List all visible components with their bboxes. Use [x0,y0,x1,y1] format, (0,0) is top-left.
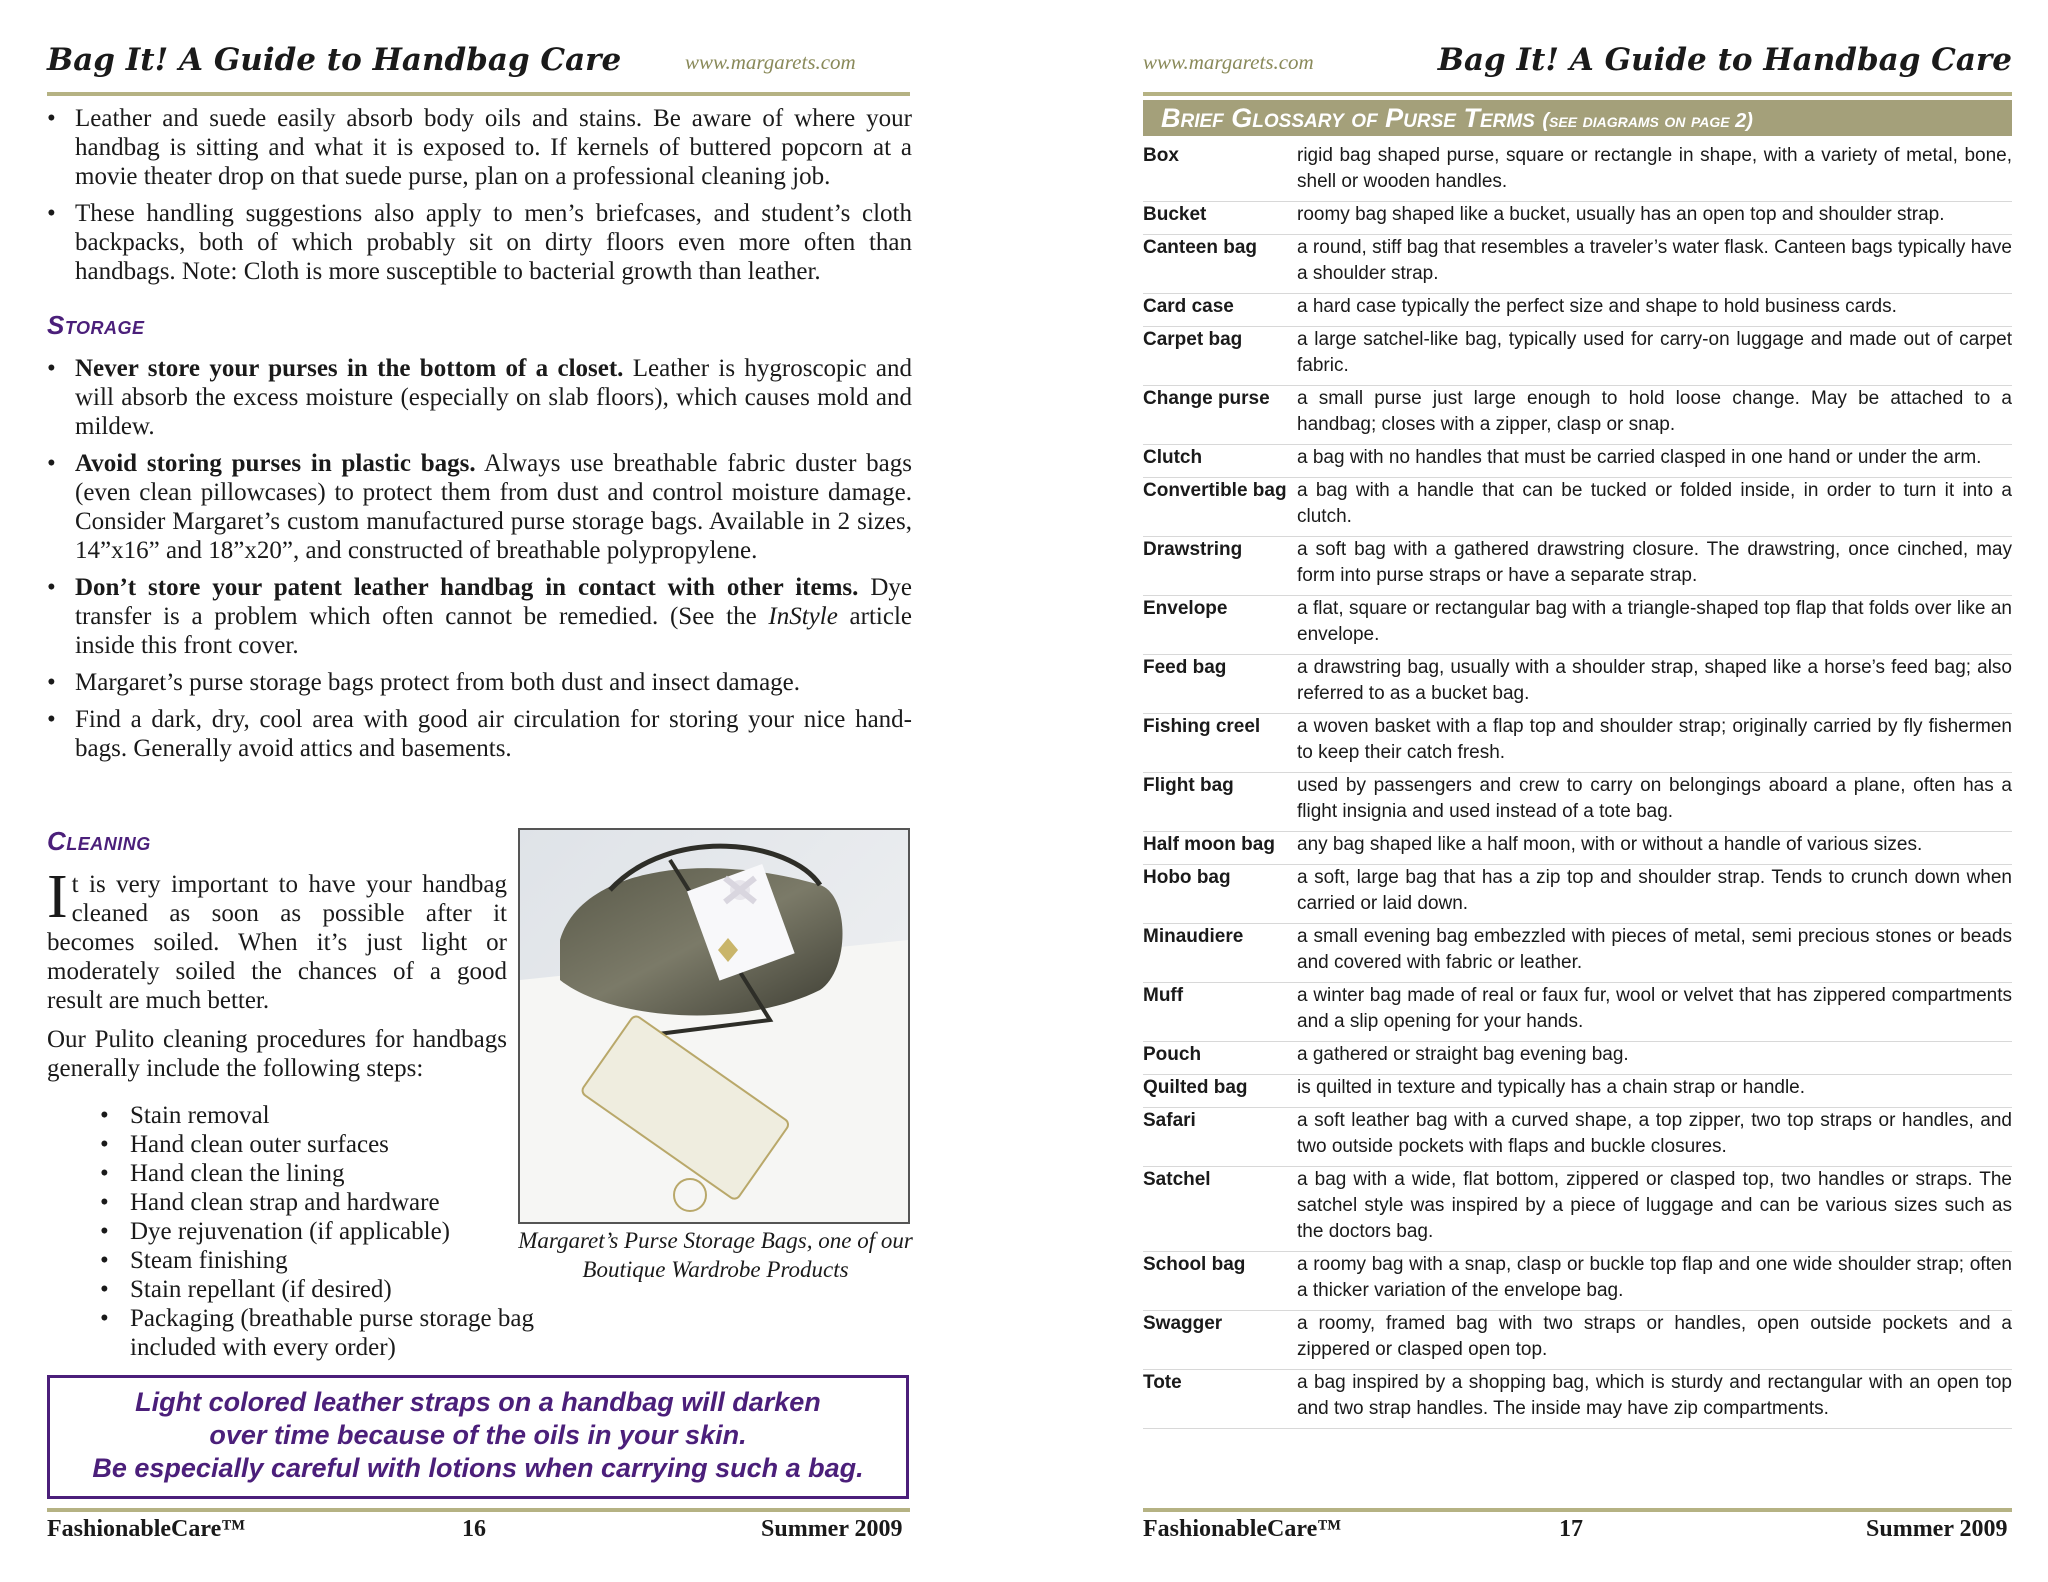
table-row [1143,327,2012,386]
list-item: • Stain repellant (if desired) [100,1275,600,1304]
glossary-term: Safari [1143,1110,1196,1131]
glossary-term: Minaudiere [1143,926,1244,947]
page-number: 17 [1559,1516,1583,1542]
glossary-definition: a roomy bag with a snap, clasp or buckle top flap and one wide shoulder strap; often a thicker variation of the envelope bag. [1297,1254,2012,1301]
page-title: Bag It! A Guide to Handbag Care [1437,42,2012,78]
section-heading-cleaning: Cleaning [47,826,151,856]
purse-storage-bag-photo [518,828,910,1224]
glossary-term: School bag [1143,1254,1246,1275]
list-item: • Packaging (breathable purse storage bag included with every order) [100,1304,600,1362]
glossary-term: Tote [1143,1372,1182,1393]
cleaning-paragraph-1 [47,863,507,1015]
footer-issue: Summer 2009 [1866,1516,2008,1542]
glossary-term: Envelope [1143,598,1228,619]
table-row [1143,655,2012,714]
bullet-item: • These handling suggestions also apply to men’s briefcases, and student’s cloth backpacks, both of which probably sit on dirty floors even more often than handbags. Note: Cloth is more susceptible to bacterial growth than leather. [47,199,912,286]
table-row [1143,773,2012,832]
table-row [1143,983,2012,1042]
glossary-term: Convertible bag [1143,480,1287,501]
glossary-table [1143,143,2012,1429]
cleaning-paragraph-2: Our Pulito cleaning procedures for handbags generally include the following steps: [47,1026,507,1082]
glossary-term: Box [1143,145,1179,166]
footer-brand: FashionableCare™ [1143,1516,1342,1542]
bullet-bold: Don’t store your patent leather handbag in contact with other items. [75,574,859,601]
glossary-definition: any bag shaped like a half moon, with or without a handle of various sizes. [1297,834,1923,855]
page-header [1100,42,2048,92]
footer-rule [47,1508,910,1512]
table-row [1143,1167,2012,1252]
glossary-definition: a winter bag made of real or faux fur, wool or velvet that has zippered compartments and a slip opening for your hands. [1297,985,2012,1032]
footer-brand: FashionableCare™ [47,1516,246,1542]
glossary-definition: roomy bag shaped like a bucket, usually has an open top and shoulder strap. [1297,204,1945,225]
bullet-bold: Avoid storing purses in plastic bags. [75,450,476,477]
bullet-text: Always use breathable fabric duster bags (even clean pillowcases) to protect them from dust and control moisture damage. Consider Margaret’s custom manufactured purse storage bags. Available in 2 sizes, 14”x16” and 18”x20”, and constructed of breathable polypropylene. [75,450,913,564]
table-row [1143,924,2012,983]
table-row [1143,445,2012,478]
bullet-text: Margaret’s purse storage bags protect from both dust and insect damage. [75,669,801,696]
glossary-term: Drawstring [1143,539,1243,560]
glossary-term: Hobo bag [1143,867,1231,888]
table-row [1143,478,2012,537]
header-rule [47,92,910,96]
glossary-definition: used by passengers and crew to carry on belongings aboard a plane, often has a flight insignia and used instead of a tote bag. [1297,775,2012,822]
glossary-term: Pouch [1143,1044,1202,1065]
list-item: • Hand clean the lining [100,1159,600,1188]
header-rule [1143,92,2012,96]
glossary-definition: a hard case typically the perfect size and shape to hold business cards. [1297,296,1897,317]
glossary-definition: a bag with a wide, flat bottom, zippered or clasped top, two handles or straps. The satchel style was inspired by a piece of luggage and can be various sizes such as the doctors bag. [1297,1169,2012,1242]
list-item: • Steam finishing [100,1246,600,1275]
glossary-definition: a large satchel-like bag, typically used for carry-on luggage and made out of carpet fabric. [1297,329,2012,376]
callout-line: over time because of the oils in your skin. [209,1420,747,1450]
page-header [0,42,960,92]
bullet-text: Find a dark, dry, cool area with good air circulation for storing your nice hand-bags. Generally avoid attics and basements. [75,706,912,762]
glossary-term: Clutch [1143,447,1203,468]
glossary-term: Feed bag [1143,657,1227,678]
glossary-term: Card case [1143,296,1234,317]
glossary-definition: a woven basket with a flap top and shoulder strap; originally carried by fly fishermen to keep their catch fresh. [1297,716,2012,763]
table-row [1143,596,2012,655]
website-url[interactable]: www.margarets.com [1143,50,1314,74]
glossary-definition: a soft, large bag that has a zip top and shoulder strap. Tends to crunch down when carried or laid down. [1297,867,2012,914]
glossary-term: Carpet bag [1143,329,1243,350]
glossary-definition: a drawstring bag, usually with a shoulder strap, shaped like a horse’s feed bag; also referred to as a bucket bag. [1297,657,2012,704]
glossary-term: Satchel [1143,1169,1211,1190]
table-row [1143,1252,2012,1311]
section-heading-storage: Storage [47,310,145,340]
table-row [1143,865,2012,924]
bullet-item [47,449,912,565]
glossary-definition: a bag inspired by a shopping bag, which is sturdy and rectangular with an open top and two strap handles. The inside may have zip compartments. [1297,1372,2012,1419]
table-row [1143,235,2012,294]
glossary-term: Canteen bag [1143,237,1258,258]
bullet-item [47,573,912,660]
glossary-definition: rigid bag shaped purse, square or rectangle in shape, with a variety of metal, bone, shell or wooden handles. [1297,145,2012,192]
list-item: • Hand clean strap and hardware [100,1188,600,1217]
glossary-subtitle: (see diagrams on page 2) [1542,110,1753,132]
table-row [1143,386,2012,445]
footer-rule [1143,1508,2012,1512]
intro-section [47,104,912,294]
glossary-definition: a small evening bag embezzled with pieces of metal, semi precious stones or beads and covered with fabric or leather. [1297,926,2012,973]
list-item: • Dye rejuvenation (if applicable) [100,1217,600,1246]
glossary-term: Change purse [1143,388,1270,409]
table-row [1143,1311,2012,1370]
glossary-definition: a bag with no handles that must be carried clasped in one hand or under the arm. [1297,447,1982,468]
right-page [1100,0,2048,1582]
table-row [1143,202,2012,235]
left-page [0,0,960,1582]
page-number: 16 [462,1516,486,1542]
glossary-definition: a soft leather bag with a curved shape, a top zipper, two top straps or handles, and two outside pockets with flaps and buckle closures. [1297,1110,2012,1157]
glossary-definition: a soft bag with a gathered drawstring closure. The drawstring, once cinched, may form into purse straps or have a separate strap. [1297,539,2012,586]
drop-cap: I [47,863,68,931]
table-row [1143,1370,2012,1429]
bullet-text: Leather is hygroscopic and will absorb the excess moisture (especially on slab floors), which causes mold and mildew. [75,355,913,440]
table-row [1143,1075,2012,1108]
glossary-term: Quilted bag [1143,1077,1248,1098]
glossary-definition: a small purse just large enough to hold loose change. May be attached to a handbag; closes with a zipper, clasp or snap. [1297,388,2012,435]
table-row [1143,714,2012,773]
bullet-italic: InStyle [768,603,838,630]
glossary-title: Brief Glossary of Purse Terms [1161,103,1535,133]
glossary-definition: a bag with a handle that can be tucked or folded inside, in order to turn it into a clutch. [1297,480,2012,527]
table-row [1143,1108,2012,1167]
photo-caption: Margaret’s Purse Storage Bags, one of our Boutique Wardrobe Products [518,1228,913,1282]
glossary-definition: a gathered or straight bag evening bag. [1297,1044,1629,1065]
glossary-term: Half moon bag [1143,834,1275,855]
callout-line: Light colored leather straps on a handbag will darken [135,1387,821,1417]
bullet-bold: Never store your purses in the bottom of a closet. [75,355,624,382]
storage-section [47,354,912,771]
glossary-term: Muff [1143,985,1184,1006]
glossary-term: Fishing creel [1143,716,1261,737]
footer-issue: Summer 2009 [761,1516,903,1542]
table-row [1143,832,2012,865]
bullet-item [47,705,912,763]
glossary-definition: is quilted in texture and typically has a chain strap or handle. [1297,1077,1806,1098]
callout-box [47,1375,909,1499]
website-url[interactable]: www.margarets.com [685,50,856,74]
table-row [1143,537,2012,596]
glossary-definition: a round, stiff bag that resembles a traveler’s water flask. Canteen bags typically have a shoulder strap. [1297,237,2012,284]
cleaning-paragraph-1-text: t is very important to have your handbag cleaned as soon as possible after it becomes soiled. When it’s just light or moderately soiled the chances of a good result are much better. [47,871,507,1014]
bullet-text-cont: article inside this front cover. [75,603,913,659]
glossary-term: Flight bag [1143,775,1234,796]
glossary-title-bar [1143,100,2012,136]
bullet-text: Dye transfer is a problem which often cannot be remedied. (See the [75,574,912,630]
cleaning-text [47,863,507,1093]
table-row [1143,294,2012,327]
glossary-term: Swagger [1143,1313,1223,1334]
list-item: • Hand clean outer surfaces [100,1130,600,1159]
list-item: • Stain removal [100,1101,600,1130]
table-row [1143,1042,2012,1075]
handbag-illustration [520,830,908,1222]
callout-line: Be especially careful with lotions when carrying such a bag. [92,1453,864,1483]
glossary-definition: a flat, square or rectangular bag with a triangle-shaped top flap that folds over like an envelope. [1297,598,2012,645]
glossary-term: Bucket [1143,204,1207,225]
glossary-definition: a roomy, framed bag with two straps or handles, open outside pockets and a zippered or clasped open top. [1297,1313,2012,1360]
page-title: Bag It! A Guide to Handbag Care [47,42,622,78]
bullet-item: • Leather and suede easily absorb body oils and stains. Be aware of where your handbag is sitting and what it is exposed to. If kernels of buttered popcorn at a movie theater drop on that suede purse, plan on a professional cleaning job. [47,104,912,191]
table-row [1143,143,2012,202]
bullet-item [47,668,912,697]
bullet-item [47,354,912,441]
